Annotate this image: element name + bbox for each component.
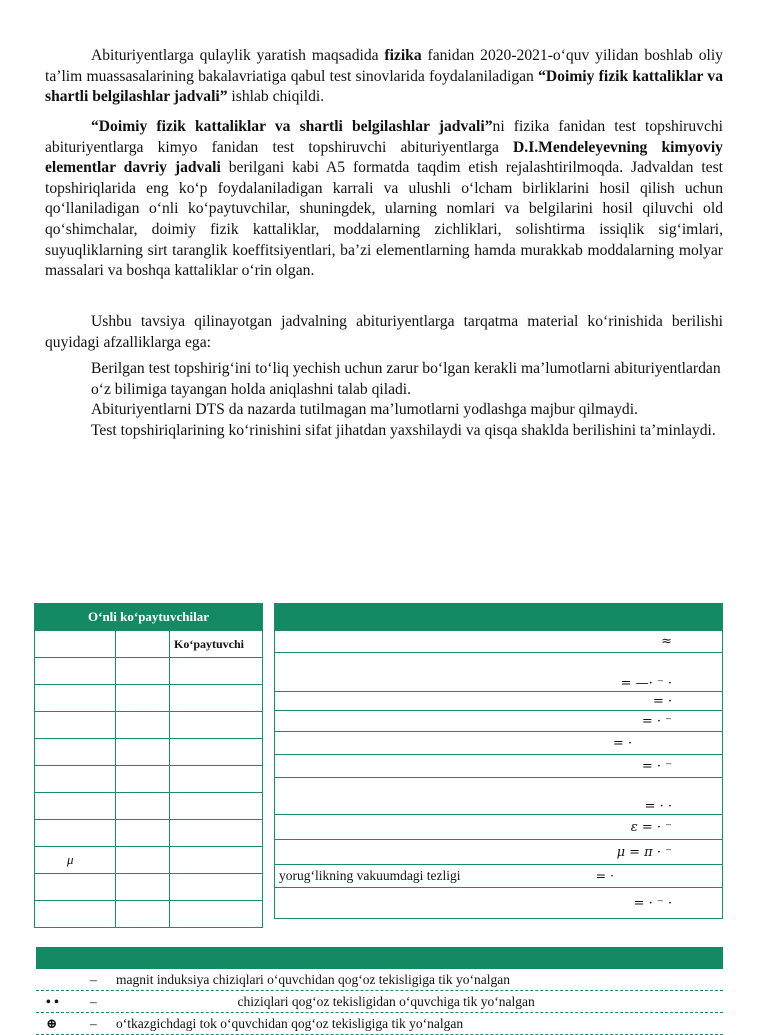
advantages-intro: Ushbu tavsiya qilinayotgan jadvalning abituriyentlarga tarqatma material ko‘rinishida berilishi quyidagi afzalliklarga ega: bbox=[45, 313, 723, 351]
symbols-legend bbox=[36, 947, 723, 1035]
subject-name: fizika bbox=[384, 47, 422, 64]
constant-formula: μ = π · ⁻ bbox=[275, 840, 723, 865]
light-speed-label: yorug‘likning vakuumdagi tezligi bbox=[279, 868, 461, 883]
legend-row: – magnit induksiya chiziqlari o‘quvchidan qog‘oz tekisligiga tik yo‘nalgan bbox=[36, 969, 723, 991]
dot-symbol-icon: • • bbox=[46, 994, 59, 1009]
legend-row: ⊕ – o‘tkazgichdagi tok o‘quvchidan qog‘oz tekisligiga tik yo‘nalgan bbox=[36, 1013, 723, 1035]
physical-constants-table bbox=[274, 603, 723, 919]
description-paragraph: “Doimiy fizik kattaliklar va shartli belgilashlar jadvali”ni fizika fanidan test topshiruvchi abituriyentlarga kimyo fanidan test topshiruvchi abituriyentlarga D.I.Mendeleyevning kimyoviy elementlar davriy jadvali berilgani kabi A5 formatda taqdim etish rejalashtirilmoqda. Jadvaldan test topshiriqlarida eng ko‘p foydalaniladigan karrali va ulushli o‘lcham birliklarini hosil qilish uchun qo‘llaniladigan o‘nli ko‘paytuvchilar, shuningdek, ularning nomlari va belgilarini hosil qiluvchi old qo‘shimchalar, doimiy fizik kattaliklar, moddalarning zichliklari, solishtirma issiqlik sig‘imlari, suyuqliklarning sirt taranglik koeffitsiyentlari, ba’zi elementlarning hamda murakkab moddalarning molyar massalari va boshqa kattaliklar o‘rin olgan. bbox=[45, 118, 723, 280]
list-item: Test topshiriqlarining ko‘rinishini sifat jihatdan yaxshilaydi va qisqa shaklda berilishini ta’minlaydi. bbox=[91, 421, 716, 439]
legend-header bbox=[36, 947, 723, 969]
constant-formula: = · bbox=[275, 732, 723, 755]
multiplier-column-header: Ko‘paytuvchi bbox=[170, 631, 263, 658]
intro-paragraph: Abituriyentlarga qulaylik yaratish maqsadida fizika fanidan 2020-2021-o‘quv yilidan boshlab oliy ta’lim muassasalarining bakalavriatiga qabul test sinovlarida foydalaniladigan “Doimiy fizik kattaliklar va shartli belgilashlar jadvali” ishlab chiqildi. bbox=[45, 47, 723, 106]
constant-formula: ≈ bbox=[275, 631, 723, 653]
constants-table-header bbox=[275, 604, 723, 631]
advantages-list bbox=[91, 359, 723, 441]
list-item: Berilgan test topshirig‘ini to‘liq yechish uchun zarur bo‘lgan kerakli ma’lumotlarni abituriyentlardan o‘z bilimiga tayangan holda aniqlashni talab qiladi. bbox=[91, 360, 721, 398]
micro-prefix-symbol: μ bbox=[35, 847, 116, 874]
legend-row: • • – chiziqlari qog‘oz tekisligidan o‘quvchiga tik yo‘nalgan bbox=[36, 991, 723, 1013]
table-title-bold-2: “Doimiy fizik kattaliklar va shartli belgilashlar jadvali” bbox=[91, 118, 493, 135]
constant-formula: = · bbox=[275, 692, 723, 711]
constant-formula: ε = · ⁻ bbox=[275, 815, 723, 840]
legend-text: o‘tkazgichdagi tok o‘quvchidan qog‘oz tekisligiga tik yo‘nalgan bbox=[116, 1016, 464, 1031]
constant-formula: = · bbox=[595, 868, 614, 883]
constant-formula: = · · bbox=[275, 778, 723, 815]
mendeleev-table-name: D.I.Mendeleyevning kimyoviy elementlar davriy jadvali bbox=[45, 138, 723, 177]
legend-text: chiziqlari qog‘oz tekisligidan o‘quvchiga tik yo‘nalgan bbox=[116, 994, 535, 1009]
decimal-multipliers-table bbox=[34, 603, 263, 928]
left-table-title: O‘nli ko‘paytuvchilar bbox=[35, 604, 263, 631]
constant-formula: = · ⁻ · bbox=[275, 888, 723, 919]
list-item: Abituriyentlarni DTS da nazarda tutilmagan ma’lumotlarni yodlashga majbur qilmaydi. bbox=[91, 401, 638, 419]
cross-circle-icon: ⊕ bbox=[46, 1016, 58, 1031]
constant-formula: = —· ⁻ · bbox=[275, 653, 723, 692]
constant-formula: = · ⁻ bbox=[275, 755, 723, 778]
table-title-bold: “Doimiy fizik kattaliklar va shartli belgilashlar jadvali” bbox=[45, 67, 723, 106]
constant-formula: = · ⁻ bbox=[275, 711, 723, 732]
legend-text: magnit induksiya chiziqlari o‘quvchidan qog‘oz tekisligiga tik yo‘nalgan bbox=[116, 972, 511, 987]
